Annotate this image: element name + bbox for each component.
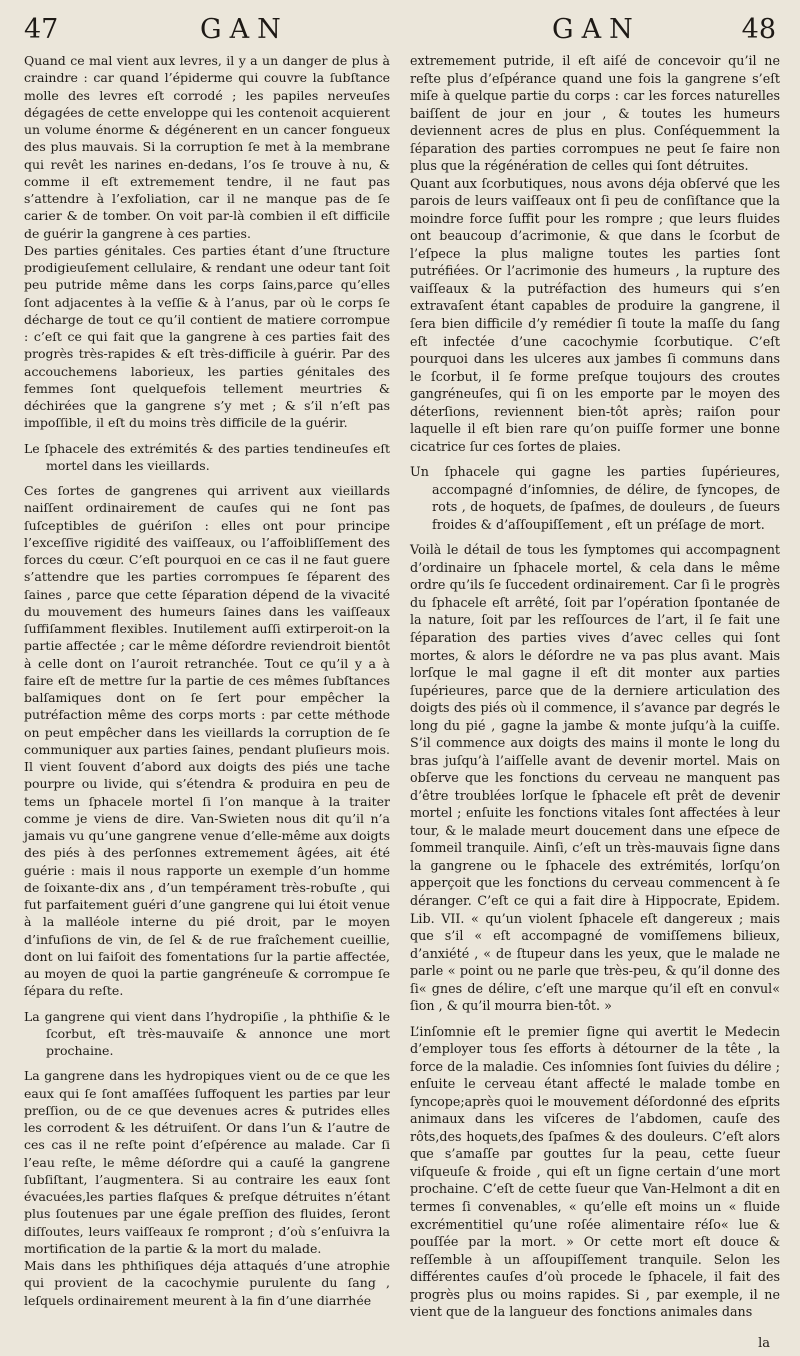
right-column xyxy=(410,52,780,1321)
running-header xyxy=(24,12,776,48)
aphorism-sphacelus-elderly: Le ſphacele des extrémités & des parties tendineuſes eſt mortel dans les vieillards. xyxy=(24,440,390,473)
paragraph-hydropic: La gangrene dans les hydropiques vient ou de ce que les eaux qui ſe ſont amaſſées ſuffoquent les parties par leur preſſion, ou de ce que devenues acres & putrides elles les corrodent & les détruiſent. Or dans l’un & l’autre de ces cas il ne reſte point d’eſpérence au malade. Car ſi l’eau reſte, le même déſordre qui a cauſé la gangrene ſubſiſtant, l’augmentera. Si au contraire les eaux ſont évacuées,les parties flaſques & preſque détruites n’étant plus ſoutenues par une égale preſſion des fluides, ſeront diſſoutes, leurs vaiſſeaux ſe rompront ; d’où s’enſuivra la mortification de la partie & la mort du malade. xyxy=(24,1068,390,1256)
left-column xyxy=(24,52,390,1309)
paragraph-genitals: Des parties génitales. Ces parties étant d’une ſtructure prodigieuſement cellulaire, & rendant une odeur tant ſoit peu putride même dans les corps ſains,parce qu’elles ſont adjacentes à la veſſie & à l’anus, par où le corps ſe décharge de tout ce qu’il contient de matiere corrompue : c’eſt ce qui fait que la gangrene à ces parties fait des progrès très-rapides & eſt très-difficile à guérir. Par des accouchemens laborieux, les parties génitales des femmes ſont quelquefois tellement meurtries & déchirées que la gangrene s’y met ; & s’il n’eſt pas impoſſible, il eſt du moins très difficile de la guérir. xyxy=(24,242,390,431)
paragraph-scorbutic: Quant aux ſcorbutiques, nous avons déja obſervé que les parois de leurs vaiſſeaux ont ſi peu de conſiſtance que la moindre force ſuffit pour les rompre ; que leurs fluides ont beaucoup d’acrimonie, & que dans le ſcorbut de l’eſpece la plus maligne toutes les parties ſont putréfiées. Or l’acrimonie des humeurs , la rupture des vaiſſeaux & la putréfaction des humeurs qui s’en extravaſent étant capables de produire la gangrene, il ſera bien difficile d’y remédier ſi toute la maſſe du ſang eſt infectée d’une cacochymie ſcorbutique. C’eſt pourquoi dans les ulceres aux jambes ſi communs dans le ſcorbut, il ſe forme preſque toujours des croutes gangréneuſes, qui ſi on les emporte par le moyen des déterſions, reviennent bien-tôt après; raiſon pour laquelle il eſt bien rare qu’on puiſſe former une bonne cicatrice ſur ces ſortes de plaies. xyxy=(410,175,780,454)
aphorism-dropsy: La gangrene qui vient dans l’hydropiſie , la phthiſie & le ſcorbut, eſt très-mauvaiſe & annonce une mort prochaine. xyxy=(24,1008,390,1058)
catchword: la xyxy=(758,1336,770,1351)
paragraph-lips: Quand ce mal vient aux levres, il y a un danger de plus à craindre : car quand l’épiderme qui couvre la ſubſtance molle des levres eſt corrodé ; les papiles nerveuſes dégagées de cette enveloppe qui les contenoit acquierent un volume énorme & dégénerent en un cancer fongueux des plus mauvais. Si la corruption ſe met à la membrane qui revêt les narines en-dedans, l’os ſe trouve à nu, & comme il eſt extremement tendre, il ne faut pas s’attendre à l’exfoliation, car il ne manque pas de ſe carier & de tomber. On voit par-là combien il eſt difficile de guérir la gangrene à ces parties. xyxy=(24,53,390,241)
paragraph-symptoms: Voilà le détail de tous les ſymptomes qui accompagnent d’ordinaire un ſphacele mortel, & cela dans le même ordre qu’ils ſe ſuccedent ordinairement. Car ſi le progrès du ſphacele eſt arrêté, ſoit par l’opération ſpontanée de la nature, ſoit par les reſſources de l’art, il ſe fait une ſéparation des parties vives d’avec celles qui ſont mortes, & alors le déſordre ne va pas plus avant. Mais lorſque le mal gagne il eſt dit monter aux parties ſupérieures, parce que de la derniere articulation des doigts des piés où il commence, il s’avance par degrés le long du pié , gagne la jambe & monte juſqu’à la cuiſſe. S’il commence aux doigts des mains il monte le long du bras juſqu’à l’aiſſelle avant de devenir mortel. Mais on obſerve que les fonctions du cerveau ne manquent pas d’être troublées lorſque le ſphacele eſt prêt de devenir mortel ; enſuite les fonctions vitales ſont affectées à leur tour, & le malade meurt doucement dans une eſpece de ſommeil tranquile. Ainſi, c’eſt un très-mauvais ſigne dans la gangrene ou le ſphacele des extrémités, lorſqu’on apperçoit que les fonctions du cerveau commencent à ſe déranger. C’eſt ce qui a fait dire à Hippocrate, Epidem. Lib. VII. « qu’un violent ſphacele eſt dangereux ; mais que s’il « eſt accompagné de vomiſſemens bilieux, d’anxiété , « de ſtupeur dans les yeux, que le malade ne parle « point ou ne parle que très-peu, & qu’il donne des ſi« gnes de délire, c’eſt une marque qu’il eſt en convul« ſion , & qu’il mourra bien-tôt. » xyxy=(410,542,780,1014)
paragraph-insomnia: L’inſomnie eſt le premier ſigne qui avertit le Medecin d’employer tous ſes efforts à détourner de la tête , la force de la maladie. Ces inſomnies ſont ſuivies du délire ; enſuite le cerveau étant affecté le malade tombe en ſyncope;après quoi le mouvement déſordonné des eſprits animaux dans les viſceres de l’abdomen, cauſe des rôts,des hoquets,des ſpaſmes & des douleurs. C’eſt alors que s’amaſſe par gouttes ſur la peau, cette ſueur viſqueuſe & froide , qui eſt un ſigne certain d’une mort prochaine. C’eſt de cette ſueur que Van-Helmont a dit en termes ſi convenables, « qu’elle eſt moins un « fluide excrémentitiel qu’une roſée alimentaire réſo« lue & pouſſée par la mort. » Or cette mort eſt douce & reſſemble à un aſſoupiſſement tranquile. Selon les différentes cauſes d’où procede le ſphacele, il fait des progrès plus ou moins rapides. Si , par exemple, il ne vient que de la langueur des fonctions animales dans xyxy=(410,1023,780,1320)
paragraph-continuation: extremement putride, il eſt aiſé de concevoir qu’il ne reſte plus d’eſpérance quand une fois la gangrene s’eſt miſe à quelque partie du corps : car les forces naturelles baiſſent de jour en jour , & toutes les humeurs deviennent acres de plus en plus. Conſéquemment la ſéparation des parties corrompues ne peut ſe faire non plus que la régénération de celles qui ſont détruites. xyxy=(410,53,780,174)
aphorism-sphacelus-ascending: Un ſphacele qui gagne les parties ſupérieures, accompagné d’inſomnies, de délire, de ſyncopes, de rots , de hoquets, de ſpaſmes, de douleurs , de ſueurs froides & d’aſſoupiſſement , eſt un préſage de mort. xyxy=(410,464,780,532)
paragraph-elderly-gangrene: Ces ſortes de gangrenes qui arrivent aux vieillards naiſſent ordinairement de cauſes qui ne ſont pas ſuſceptibles de guériſon : elles ont pour principe l’exceſſive rigidité des vaiſſeaux, ou l’affoibliſſement des forces du cœur. C’eſt pourquoi en ce cas il ne faut guere s’attendre que les parties corrompues ſe ſéparent des ſaines , parce que cette ſéparation dépend de la vivacité du mouvement des humeurs ſaines dans les vaiſſeaux ſuffiſamment flexibles. Inutilement auſſi extirperoit-on la partie affectée ; car le même déſordre reviendroit bientôt à celle dont on l’auroit retranchée. Tout ce qu’il y a à faire eſt de mettre ſur la partie de ces mêmes ſubſtances balſamiques dont on ſe ſert pour empêcher la putréfaction même des corps morts : par cette méthode on peut empêcher dans les vieillards la corruption de ſe communiquer aux parties ſaines, pendant pluſieurs mois. Il vient ſouvent d’abord aux doigts des piés une tache pourpre ou livide, qui s’étendra & produira en peu de tems un ſphacele mortel ſi l’on manque à la traiter comme je viens de dire. Van-Swieten nous dit qu’il n’a jamais vu qu’une gangrene venue d’elle-même aux doigts des piés à des perſonnes extremement âgées, ait été guérie : mais il nous rapporte un exemple d’un homme de ſoixante-dix ans , d’un tempérament très-robuſte , qui fut parfaitement guéri d’une gangrene qui lui étoit venue à la malléole interne du pié droit, par le moyen d’infuſions de vin, de ſel & de rue fraîchement cueillie, dont on lui faiſoit des fomentations ſur la partie affectée, au moyen de quoi la partie gangréneuſe & corrompue ſe ſépara du reſte. xyxy=(24,483,390,999)
page-number-left: 47 xyxy=(24,14,59,45)
running-title-right: GAN xyxy=(552,14,641,45)
page-number-right: 48 xyxy=(741,14,776,45)
paragraph-phthisis: Mais dans les phthiſiques déja attaqués d’une atrophie qui provient de la cacochymie purulente du ſang , leſquels ordinairement meurent à la fin d’une diarrhée xyxy=(24,1258,390,1308)
running-title-left: GAN xyxy=(200,14,289,45)
